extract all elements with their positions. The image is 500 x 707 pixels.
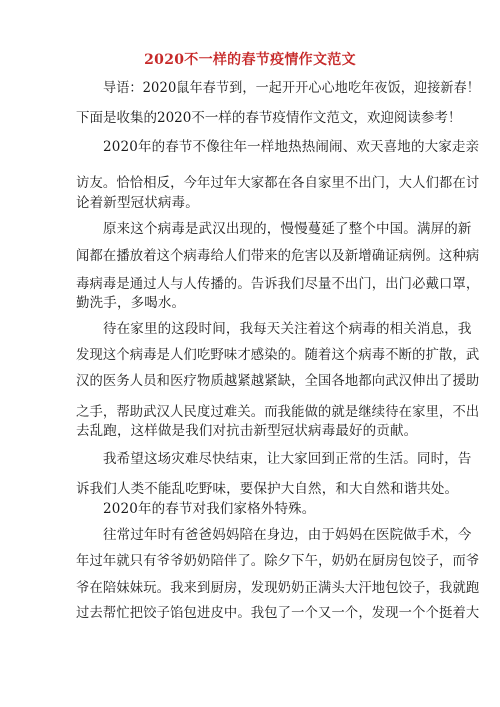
text-line: 发现这个病毒是人们吃野味才感染的。随着这个病毒不断的扩散，武 (76, 347, 480, 363)
text-line: 毒病毒是通过人与人传播的。告诉我们尽量不出门，出门必戴口罩， (76, 276, 480, 292)
text-line: 年过年就只有爷爷奶奶陪伴了。除夕下午，奶奶在厨房包饺子，而爷 (76, 553, 480, 569)
text-line: 下面是收集的2020不一样的春节疫情作文范文，欢迎阅读参考！ (76, 110, 462, 126)
document-title: 2020不一样的春节疫情作文范文 (144, 52, 356, 68)
text-line: 2020年的春节对我们家格外特殊。 (103, 501, 316, 517)
text-line: 诉我们人类不能乱吃野味，要保护大自然，和大自然和谐共处。 (76, 481, 459, 497)
text-line: 爷在陪妹妹玩。我来到厨房，发现奶奶正满头大汗地包饺子，我就跑 (76, 580, 480, 596)
text-line: 2020年的春节不像往年一样地热热闹闹、欢天喜地的大家走亲 (103, 139, 480, 155)
text-line: 我希望这场灾难尽快结束，让大家回到正常的生活。同时，告 (103, 451, 472, 467)
text-line: 往常过年时有爸爸妈妈陪在身边，由于妈妈在医院做手术，今 (103, 527, 472, 543)
text-line: 过去帮忙把饺子馅包进皮中。我包了一个又一个，发现一个个挺着大 (76, 605, 480, 621)
text-line: 之手，帮助武汉人民度过难关。而我能做的就是继续待在家里，不出 (76, 404, 480, 420)
text-line: 去乱跑，这样做是我们对抗击新型冠状病毒最好的贡献。 (76, 423, 418, 439)
text-line: 汉的医务人员和医疗物质越紧越紧缺，全国各地都向武汉伸出了援助 (76, 373, 480, 389)
text-line: 闻都在播放着这个病毒给人们带来的危害以及新增确证病例。这种病 (76, 248, 480, 264)
text-line: 访友。恰恰相反，今年过年大家都在各自家里不出门，大人们都在讨 (76, 175, 480, 191)
text-line: 待在家里的这段时间，我每天关注着这个病毒的相关消息，我 (103, 321, 472, 337)
text-line: 导语：2020鼠年春节到，一起开开心心地吃年夜饭，迎接新春！ (103, 80, 480, 96)
text-line: 原来这个病毒是武汉出现的，慢慢蔓延了整个中国。满屏的新 (103, 221, 472, 237)
text-line: 勤洗手，多喝水。 (76, 295, 186, 311)
text-line: 论着新型冠状病毒。 (76, 195, 199, 211)
